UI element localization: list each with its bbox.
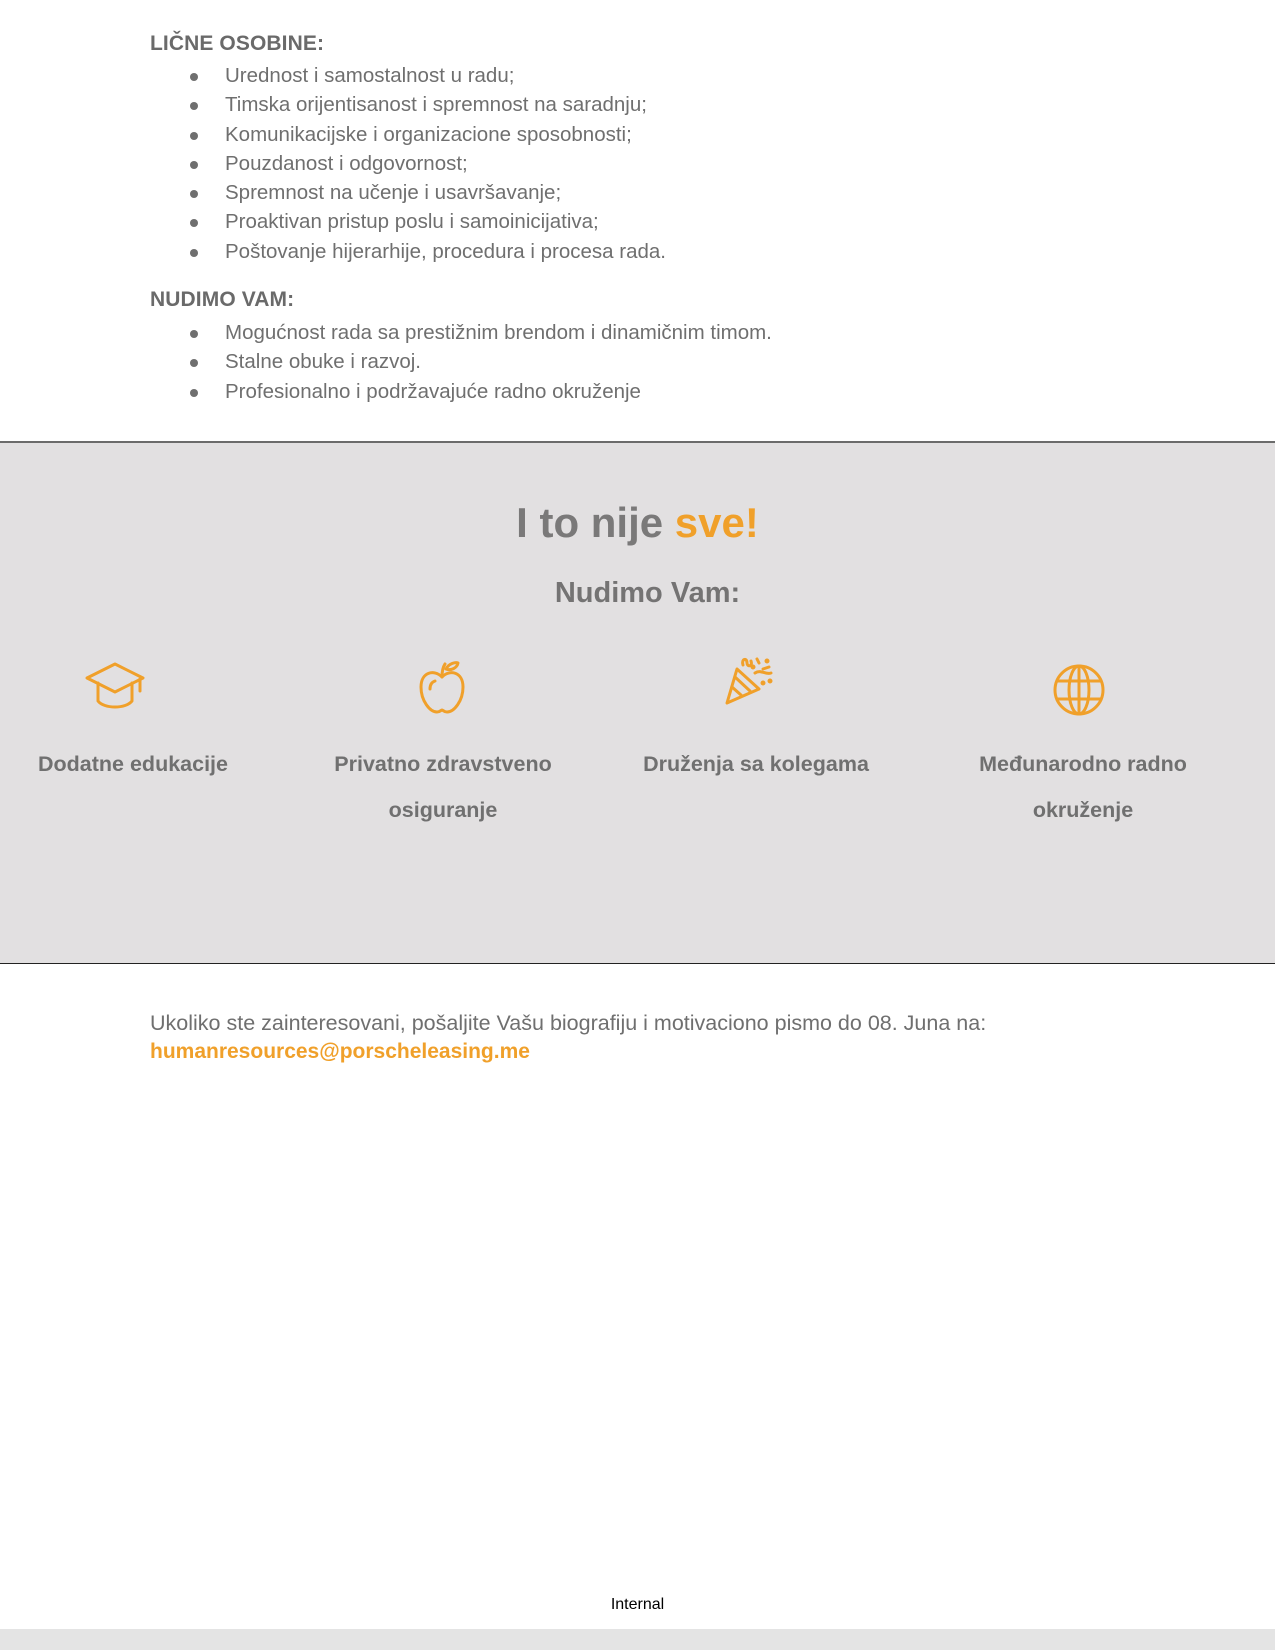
apple-icon [418,659,466,715]
banner-title-text: I to nije [516,499,675,546]
list-item [150,61,666,90]
graduation-cap-icon [84,661,146,713]
list-item-text: Urednost i samostalnost u radu; [225,64,515,87]
list-item [150,178,666,207]
list-item-text: Komunikacijske i organizacione sposobnosti; [225,122,632,146]
hr-email-link[interactable]: humanresources@porscheleasing.me [150,1040,530,1063]
list-item-text: Mogućnost rada sa prestižnim brendom i dinamičnim timom. [225,321,772,344]
benefit-team-events [606,443,906,843]
benefit-label-line: Dodatne edukacije [38,752,228,776]
bullet-icon [190,330,198,338]
list-item-text: Timska orijentisanost i spremnost na saradnju; [225,93,647,117]
bullet-icon [190,190,198,198]
list-item [150,237,666,266]
list-item-text: Spremnost na učenje i usavršavanje; [225,181,562,205]
bullet-icon [190,161,198,169]
list-item-text: Proaktivan pristup poslu i samoinicijativa; [225,210,599,234]
party-popper-icon [723,655,775,707]
benefit-health-insurance [288,443,588,843]
offer-heading: NUDIMO VAM: [150,288,295,311]
application-instructions: Ukoliko ste zainteresovani, pošaljite Vašu biografiju i motivaciono pismo do 08. Juna na: [150,1011,987,1035]
list-item [150,120,666,149]
list-item [150,90,666,119]
benefit-education [0,443,277,843]
personal-traits-heading: LIČNE OSOBINE: [150,32,325,55]
benefit-label [293,741,593,833]
list-item-text: Stalne obuke i razvoj. [225,350,422,374]
bullet-icon [190,132,198,140]
bullet-icon [190,219,198,227]
list-item [150,207,666,236]
list-item-text: Profesionalno i podržavajuće radno okruženje [225,379,641,403]
list-item-text: Pouzdanost i odgovornost; [225,151,468,175]
list-item [150,318,772,347]
list-item [150,377,772,406]
benefit-label-line: Druženja sa kolegama [643,752,869,776]
benefits-banner [0,441,1275,964]
footer-bar [0,1629,1275,1650]
bullet-icon [190,102,198,110]
globe-icon [1052,663,1106,717]
benefit-label [606,741,906,787]
bullet-icon [190,249,198,257]
personal-traits-list [150,61,666,266]
benefit-label [933,741,1233,833]
list-item [150,347,772,376]
banner-title-accent: sve! [674,499,759,546]
benefit-label-line: okruženje [1032,798,1134,822]
offer-list [150,318,772,406]
benefit-label-line: Privatno zdravstveno [334,752,552,776]
benefit-international [926,443,1226,843]
list-item-text: Poštovanje hijerarhije, procedura i procesa rada. [225,239,667,263]
benefit-label [0,741,283,787]
bullet-icon [190,359,198,367]
bullet-icon [190,389,198,397]
classification-label: Internal [610,1596,665,1613]
list-item [150,149,666,178]
banner-subtitle: Nudimo Vam: [554,577,741,609]
benefit-label-line: Međunarodno radno [979,752,1187,776]
bullet-icon [190,73,198,81]
benefit-label-line: osiguranje [388,798,498,822]
